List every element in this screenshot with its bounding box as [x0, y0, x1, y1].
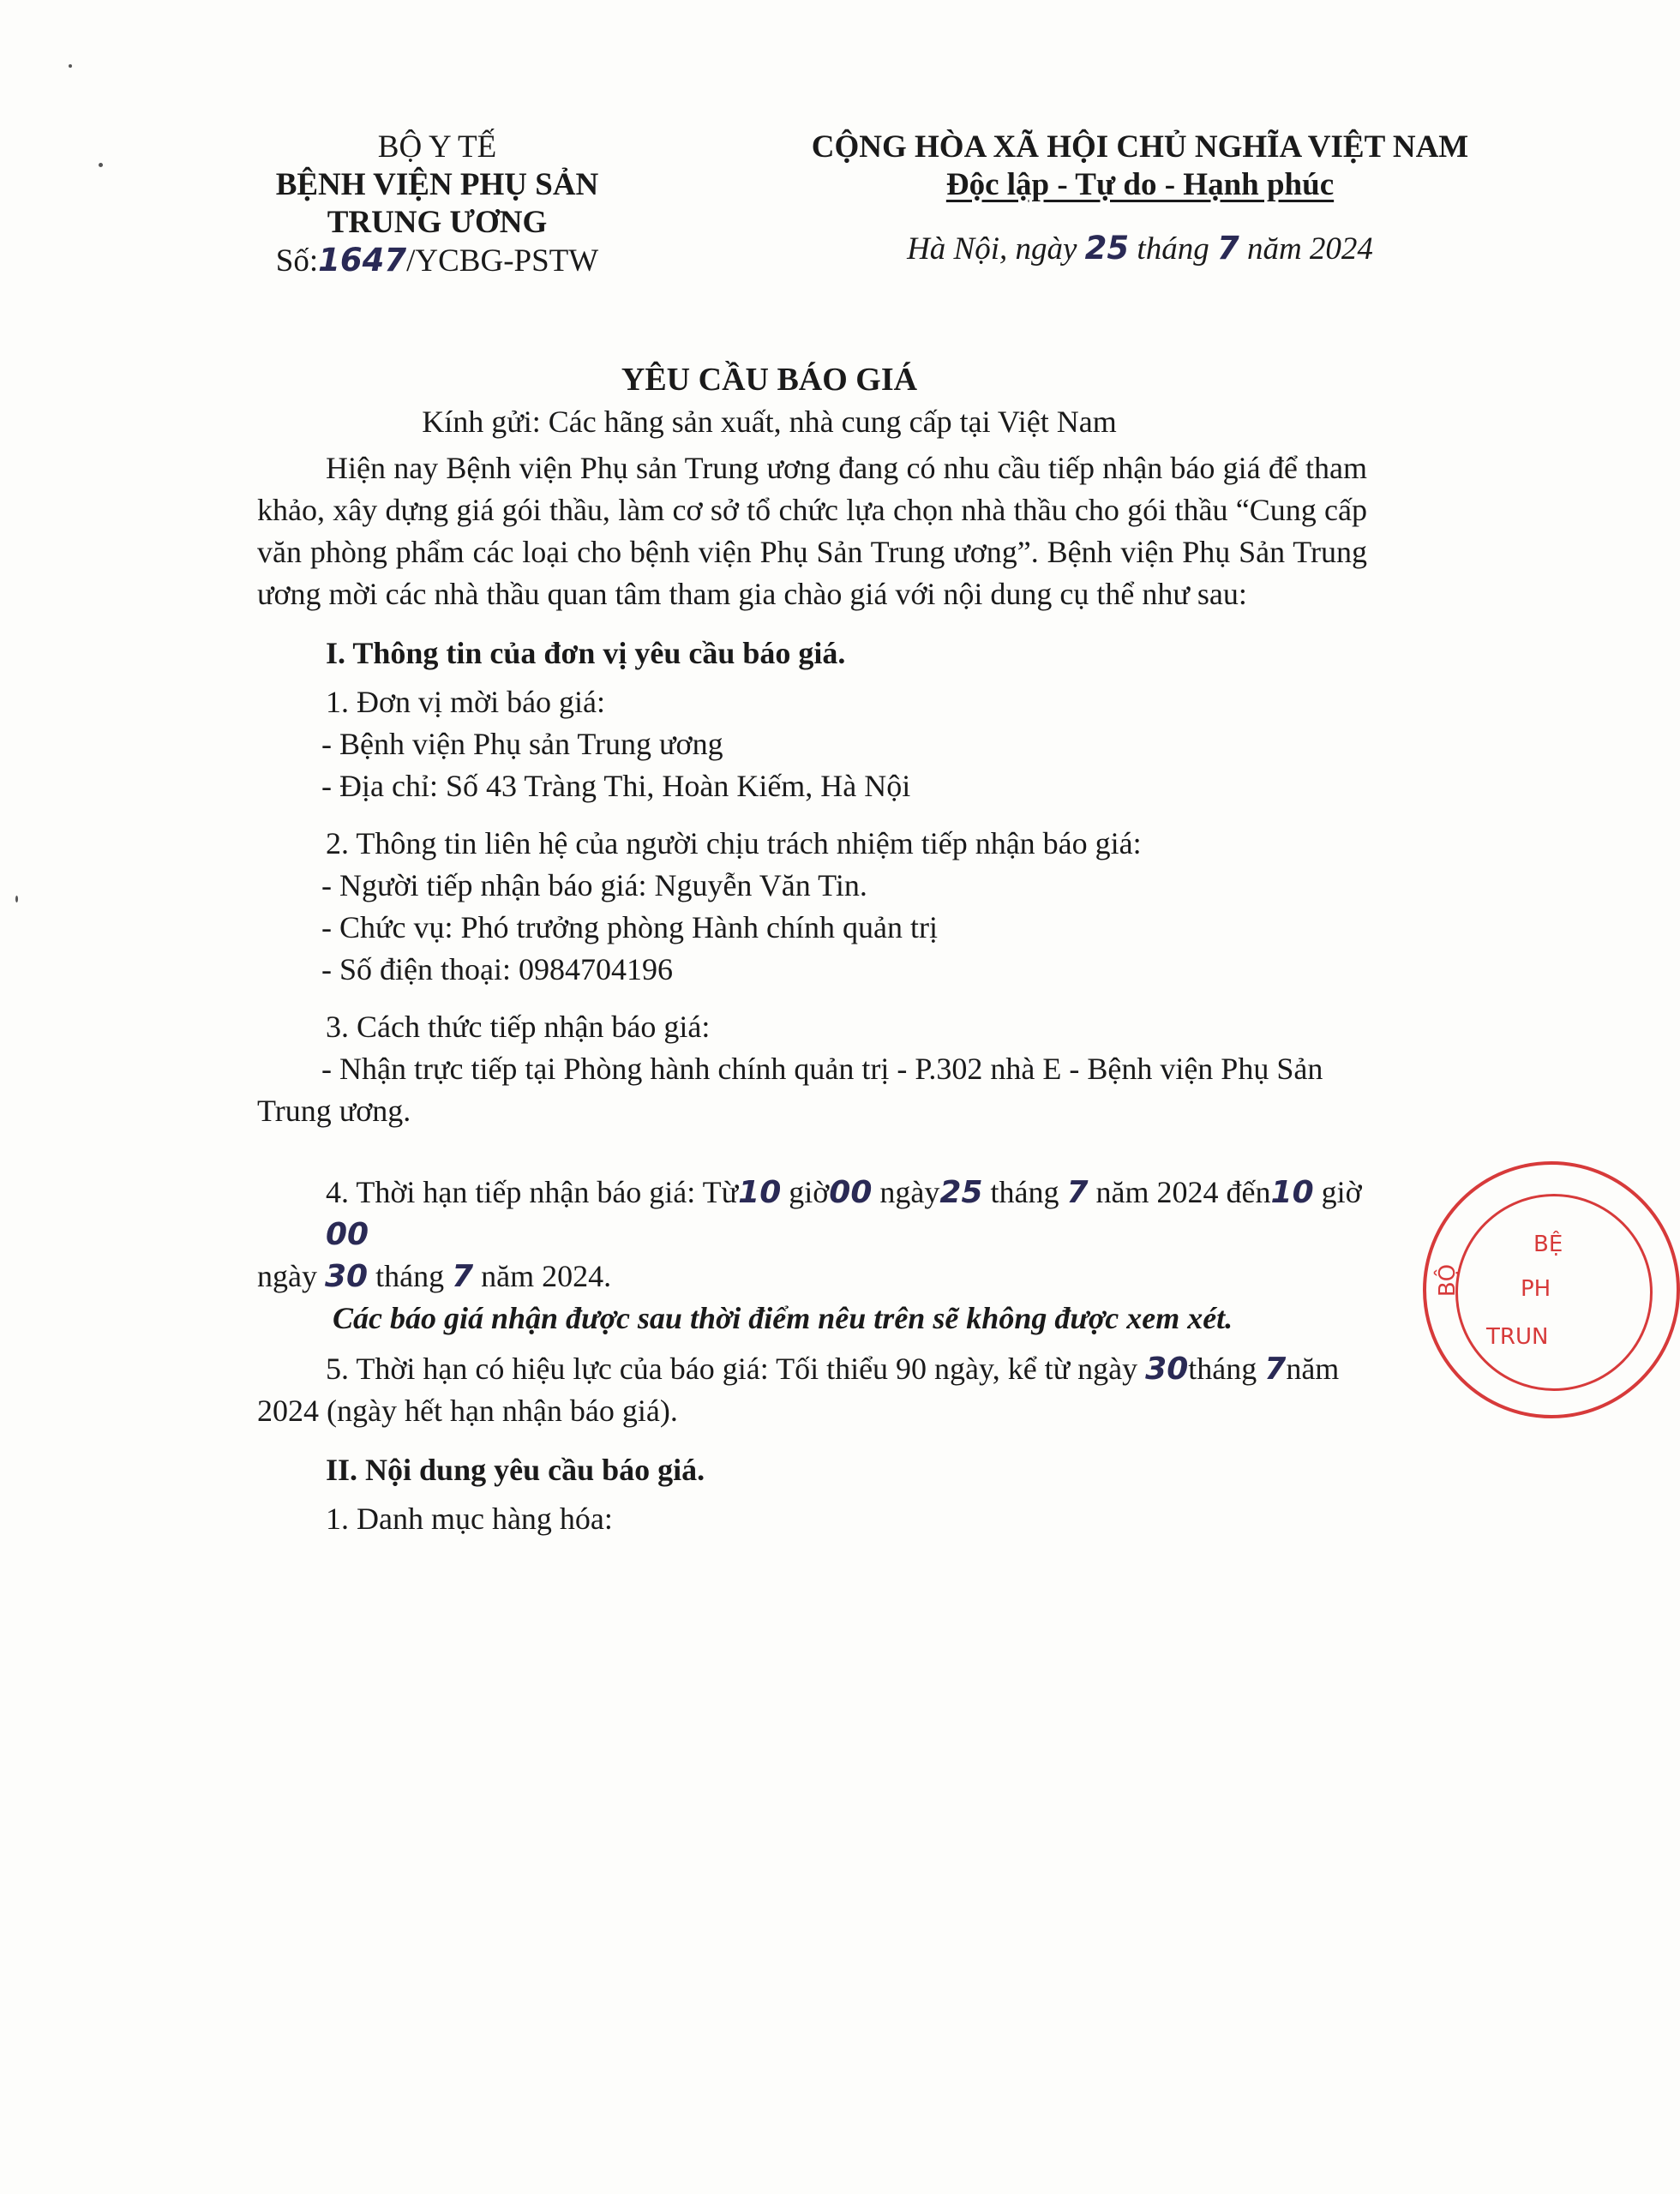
- section1-heading: I. Thông tin của đơn vị yêu cầu báo giá.: [326, 636, 846, 670]
- intro-paragraph: Hiện nay Bệnh viện Phụ sản Trung ương đang có nhu cầu tiếp nhận báo giá để tham khảo, xây dựng giá gói thầu, làm cơ sở tổ chức lựa chọn nhà thầu cho gói thầu “Cung cấp văn phòng phẩm các loại cho bệnh viện Phụ Sản Trung ương”. Bệnh viện Phụ Sản Trung ương mời các nhà thầu quan tâm tham gia chào giá với nội dung cụ thể như sau:: [257, 451, 1367, 611]
- national-header: [797, 129, 1483, 268]
- item4-month-from: 7: [1066, 1175, 1089, 1210]
- item4-text: giờ: [1313, 1175, 1362, 1209]
- item4-month-to: 7: [452, 1259, 474, 1294]
- item2-line: - Chức vụ: Phó trưởng phòng Hành chính quản trị: [321, 910, 938, 944]
- scan-speck: [69, 64, 72, 68]
- item4-minute-from: 00: [829, 1175, 873, 1210]
- document-number: [257, 242, 617, 280]
- item4-text: tháng: [982, 1175, 1067, 1209]
- nation-title: CỘNG HÒA XÃ HỘI CHỦ NGHĨA VIỆT NAM: [811, 129, 1469, 165]
- official-seal: [1423, 1161, 1680, 1418]
- section1-item5: [326, 1348, 1367, 1390]
- ministry-name: BỘ Y TẾ: [377, 129, 497, 165]
- date-month: 7: [1216, 230, 1239, 267]
- date-line: [797, 230, 1483, 268]
- item1-line: - Bệnh viện Phụ sản Trung ương: [321, 727, 723, 761]
- item4-day-from: 25: [939, 1175, 983, 1210]
- item4-text: năm 2024.: [473, 1259, 612, 1293]
- motto: Độc lập - Tự do - Hạnh phúc: [945, 167, 1335, 202]
- item4-hour-to: 10: [1270, 1175, 1314, 1210]
- section1-item1: 1. Đơn vị mời báo giá:: [326, 685, 606, 719]
- item5-text: 5. Thời hạn có hiệu lực của báo giá: Tối thiểu 90 ngày, kể từ ngày: [326, 1352, 1146, 1386]
- item4-text: tháng: [368, 1259, 453, 1293]
- seal-text: BỘ: [1435, 1263, 1461, 1298]
- section1-item3: 3. Cách thức tiếp nhận báo giá:: [326, 1010, 711, 1044]
- document-body: [257, 447, 1367, 1540]
- item4-text: ngày: [257, 1259, 325, 1293]
- item3-line: - Nhận trực tiếp tại Phòng hành chính quản trị - P.302 nhà E - Bệnh viện Phụ Sản: [321, 1052, 1323, 1086]
- item5-day: 30: [1145, 1352, 1189, 1387]
- item2-line: - Số điện thoại: 0984704196: [321, 952, 673, 986]
- late-submission-note: Các báo giá nhận được sau thời điểm nêu trên sẽ không được xem xét.: [333, 1301, 1233, 1335]
- item5-month: 7: [1264, 1352, 1287, 1387]
- date-year: năm 2024: [1239, 231, 1373, 267]
- item4-minute-to: 00: [326, 1217, 369, 1252]
- item4-continuation: [257, 1256, 1367, 1298]
- item5-text: năm: [1286, 1352, 1340, 1386]
- date-month-word: tháng: [1129, 231, 1217, 267]
- date-day: 25: [1084, 230, 1130, 267]
- motto-wrap: [797, 166, 1483, 204]
- document-title: YÊU CẦU BÁO GIÁ: [621, 362, 918, 398]
- issuer-block: [257, 129, 617, 280]
- item4-text: năm 2024 đến: [1088, 1175, 1271, 1209]
- item4-text: ngày: [872, 1175, 940, 1209]
- hospital-name-line2: TRUNG ƯƠNG: [327, 205, 548, 240]
- scan-speck: [15, 896, 18, 902]
- item3-continuation: Trung ương.: [257, 1094, 411, 1128]
- number-prefix: Số:: [275, 243, 319, 279]
- item2-line: - Người tiếp nhận báo giá: Nguyễn Văn Tin.: [321, 868, 867, 902]
- section2-heading: II. Nội dung yêu cầu báo giá.: [326, 1453, 705, 1487]
- recipient-line: Kính gửi: Các hãng sản xuất, nhà cung cấp tại Việt Nam: [422, 405, 1117, 439]
- hospital-name-line1: BỆNH VIỆN PHỤ SẢN: [275, 167, 599, 202]
- item5-continuation: 2024 (ngày hết hạn nhận báo giá).: [257, 1394, 678, 1428]
- item5-text: tháng: [1188, 1352, 1265, 1386]
- seal-text: TRUN: [1486, 1324, 1549, 1350]
- section1-item4: [326, 1172, 1367, 1256]
- item1-line: - Địa chỉ: Số 43 Tràng Thi, Hoàn Kiếm, Hà Nội: [321, 769, 911, 803]
- number-suffix: /YCBG-PSTW: [406, 243, 599, 279]
- item4-hour-from: 10: [738, 1175, 782, 1210]
- seal-text: PH: [1521, 1276, 1551, 1302]
- section2-item1: 1. Danh mục hàng hóa:: [326, 1502, 613, 1536]
- item4-text: 4. Thời hạn tiếp nhận báo giá: Từ: [326, 1175, 739, 1209]
- seal-inner-ring: [1455, 1194, 1653, 1391]
- scan-speck: [99, 163, 103, 167]
- item4-text: giờ: [781, 1175, 830, 1209]
- number-handwritten: 1647: [318, 242, 407, 279]
- seal-text: BỆ: [1533, 1232, 1563, 1257]
- date-place: Hà Nội, ngày: [907, 231, 1085, 267]
- section1-item2: 2. Thông tin liên hệ của người chịu trách nhiệm tiếp nhận báo giá:: [326, 826, 1142, 860]
- item4-day-to: 30: [324, 1259, 369, 1294]
